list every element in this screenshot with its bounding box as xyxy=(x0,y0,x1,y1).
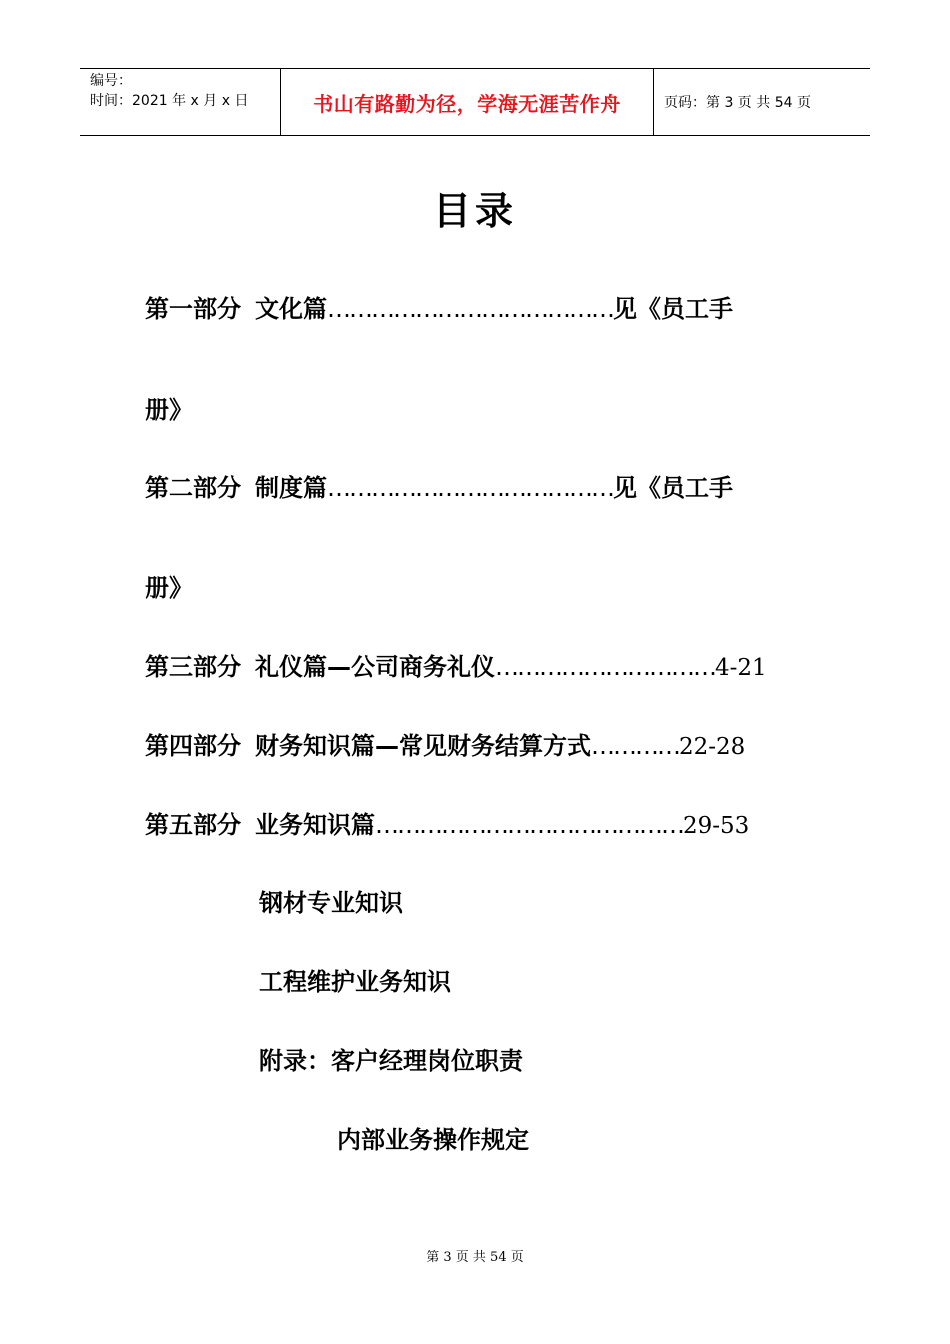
document-time-label: 时间：2021 年 x 月 x 日 xyxy=(90,93,249,109)
toc-subitem-appendix: 附录：客户经理岗位职责 xyxy=(259,1047,523,1075)
toc-reference: 见《员工手 xyxy=(613,474,733,502)
toc-part-label: 第三部分 xyxy=(145,653,241,681)
toc-reference: 见《员工手 xyxy=(613,295,733,323)
toc-part-label: 第二部分 xyxy=(145,474,241,502)
toc-page-range: 22-28 xyxy=(679,734,746,760)
toc-subitem-maintenance: 工程维护业务知识 xyxy=(259,968,451,996)
toc-subitem-internal-rules: 内部业务操作规定 xyxy=(337,1126,529,1154)
toc-subitem-steel: 钢材专业知识 xyxy=(259,889,403,917)
toc-entry-part-2 xyxy=(145,471,733,505)
toc-entry-part-1-wrap: 册》 xyxy=(145,396,193,424)
header-motto-cell xyxy=(281,69,654,135)
toc-entry-part-2-wrap: 册》 xyxy=(145,574,193,602)
document-number-label: 编号： xyxy=(90,73,132,89)
toc-leader-dots: …………………………………… xyxy=(375,811,683,839)
toc-part-name: 制度篇 xyxy=(255,474,327,502)
header-info-cell xyxy=(80,69,281,135)
toc-part-label: 第五部分 xyxy=(145,811,241,839)
toc-leader-dots: ………… xyxy=(591,732,679,760)
header-page-code: 页码：第 3 页 共 54 页 xyxy=(664,95,811,111)
toc-leader-dots: ………………………………… xyxy=(327,474,613,502)
toc-entry-part-4 xyxy=(145,729,745,764)
page-title: 目录 xyxy=(432,189,517,233)
toc-entry-part-3 xyxy=(145,650,767,685)
toc-leader-dots: ………………………………… xyxy=(327,295,613,323)
header-page-cell xyxy=(654,69,870,135)
toc-part-name: 礼仪篇—公司商务礼仪 xyxy=(255,653,495,681)
toc-part-name: 财务知识篇—常见财务结算方式 xyxy=(255,732,591,760)
toc-part-name: 业务知识篇 xyxy=(255,811,375,839)
toc-leader-dots: ………………………… xyxy=(495,653,715,681)
toc-part-label: 第一部分 xyxy=(145,295,241,323)
toc-page-range: 29-53 xyxy=(683,813,750,839)
page-header xyxy=(80,68,870,136)
page-footer: 第 3 页 共 54 页 xyxy=(426,1250,524,1265)
toc-part-name: 文化篇 xyxy=(255,295,327,323)
header-motto: 书山有路勤为径，学海无涯苦作舟 xyxy=(313,91,621,116)
toc-entry-part-1 xyxy=(145,292,733,326)
toc-page-range: 4-21 xyxy=(715,655,767,681)
toc-entry-part-5 xyxy=(145,808,749,843)
toc-part-label: 第四部分 xyxy=(145,732,241,760)
